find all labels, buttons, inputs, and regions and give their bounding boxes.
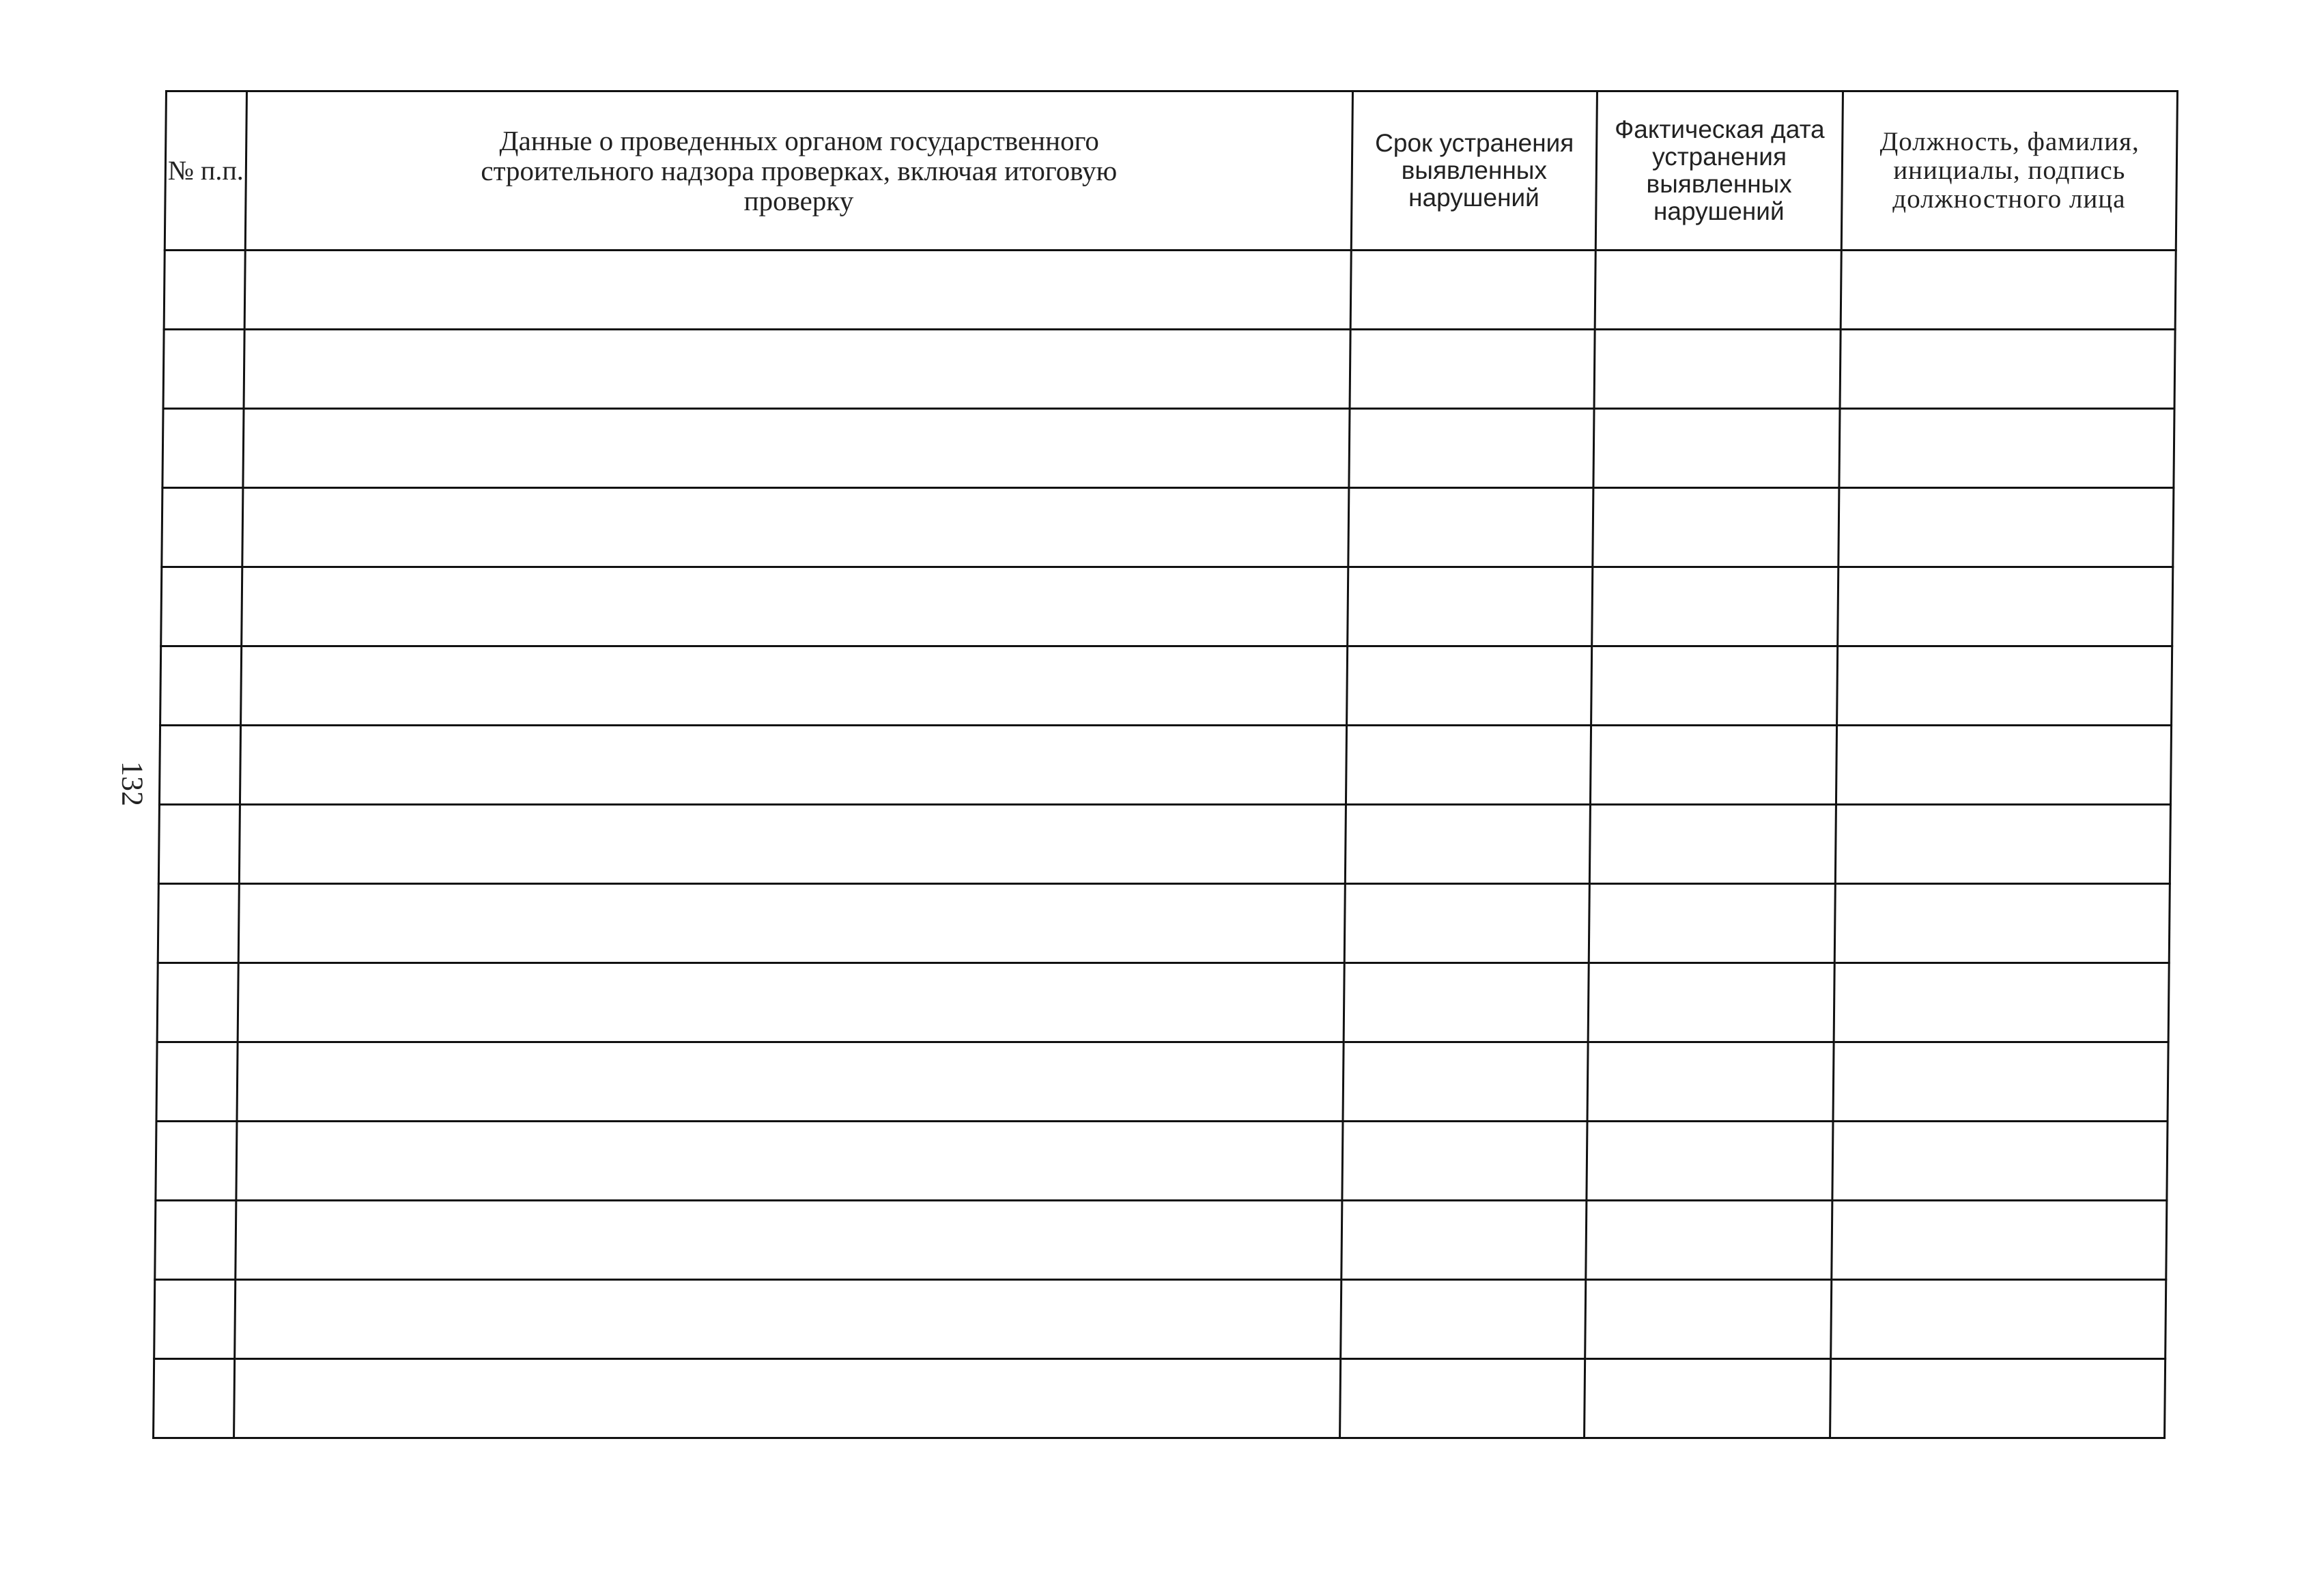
table-cell-actual_date[interactable] xyxy=(1585,1359,1831,1438)
table-cell-official[interactable] xyxy=(1838,567,2173,646)
table-row xyxy=(164,251,2176,330)
table-cell-official[interactable] xyxy=(1830,1359,2166,1438)
table-cell-actual_date[interactable] xyxy=(1591,646,1838,726)
table-cell-official[interactable] xyxy=(1837,646,2172,726)
table-cell-inspection_data[interactable] xyxy=(234,1359,1341,1438)
table-cell-actual_date[interactable] xyxy=(1586,1201,1832,1280)
table-cell-inspection_data[interactable] xyxy=(241,646,1348,726)
table-cell-inspection_data[interactable] xyxy=(238,884,1345,963)
table-cell-actual_date[interactable] xyxy=(1587,1042,1834,1122)
table-cell-inspection_data[interactable] xyxy=(238,963,1344,1042)
table-cell-official[interactable] xyxy=(1834,963,2169,1042)
table-cell-official[interactable] xyxy=(1840,330,2175,409)
table-row xyxy=(154,1359,2166,1438)
table-cell-actual_date[interactable] xyxy=(1593,488,1839,567)
table-cell-inspection_data[interactable] xyxy=(236,1122,1343,1201)
table-cell-deadline[interactable] xyxy=(1349,409,1594,488)
table-cell-actual_date[interactable] xyxy=(1595,251,1841,330)
table-cell-num[interactable] xyxy=(164,251,245,330)
column-header-official: Должность, фамилия, инициалы, подпись должностного лица xyxy=(1841,91,2177,251)
table-cell-inspection_data[interactable] xyxy=(242,488,1349,567)
table-cell-official[interactable] xyxy=(1832,1122,2168,1201)
table-cell-actual_date[interactable] xyxy=(1589,884,1835,963)
table-cell-num[interactable] xyxy=(156,1042,238,1122)
table-cell-num[interactable] xyxy=(161,567,242,646)
table-cell-actual_date[interactable] xyxy=(1589,805,1836,884)
page-number: 132 xyxy=(115,761,150,806)
table-cell-num[interactable] xyxy=(158,805,240,884)
table-cell-deadline[interactable] xyxy=(1342,1122,1587,1201)
table-cell-deadline[interactable] xyxy=(1346,726,1591,805)
table-cell-deadline[interactable] xyxy=(1344,884,1589,963)
table-row xyxy=(163,330,2175,409)
table-cell-deadline[interactable] xyxy=(1348,567,1593,646)
column-header-actual-date: Фактическая дата устранения выявленных нарушений xyxy=(1595,91,1843,251)
table-cell-num[interactable] xyxy=(156,1122,237,1201)
table-cell-deadline[interactable] xyxy=(1345,805,1590,884)
table-cell-deadline[interactable] xyxy=(1344,963,1589,1042)
table-row xyxy=(155,1201,2167,1280)
table-cell-deadline[interactable] xyxy=(1341,1280,1586,1359)
table-row xyxy=(157,963,2169,1042)
table-cell-actual_date[interactable] xyxy=(1588,963,1834,1042)
column-header-deadline: Срок устранения выявленных нарушений xyxy=(1351,91,1597,251)
table-cell-actual_date[interactable] xyxy=(1593,409,1840,488)
table-row xyxy=(159,726,2171,805)
table-body xyxy=(154,251,2176,1438)
table-row xyxy=(160,646,2172,726)
table-cell-official[interactable] xyxy=(1831,1280,2166,1359)
table-cell-num[interactable] xyxy=(154,1359,235,1438)
table-cell-inspection_data[interactable] xyxy=(239,805,1346,884)
table-header xyxy=(165,91,2177,251)
column-header-inspection-data: Данные о проведенных органом государственного строительного надзора проверках, включая итоговую проверку xyxy=(245,91,1352,251)
inspection-log-table xyxy=(152,90,2178,1439)
table-cell-actual_date[interactable] xyxy=(1590,726,1836,805)
table-cell-official[interactable] xyxy=(1834,884,2170,963)
table-cell-official[interactable] xyxy=(1836,726,2171,805)
table-cell-inspection_data[interactable] xyxy=(244,330,1350,409)
table-cell-actual_date[interactable] xyxy=(1594,330,1841,409)
table-cell-num[interactable] xyxy=(163,330,244,409)
table-row xyxy=(158,884,2170,963)
table-cell-inspection_data[interactable] xyxy=(243,409,1350,488)
table-cell-official[interactable] xyxy=(1833,1042,2168,1122)
table-cell-deadline[interactable] xyxy=(1343,1042,1588,1122)
table-cell-official[interactable] xyxy=(1841,251,2176,330)
table-cell-num[interactable] xyxy=(158,884,239,963)
table-cell-num[interactable] xyxy=(159,726,240,805)
table-cell-num[interactable] xyxy=(154,1280,236,1359)
table-cell-deadline[interactable] xyxy=(1347,646,1592,726)
table-row xyxy=(156,1122,2168,1201)
table-cell-deadline[interactable] xyxy=(1350,251,1595,330)
table-cell-deadline[interactable] xyxy=(1348,488,1593,567)
table-cell-num[interactable] xyxy=(162,488,243,567)
table-cell-inspection_data[interactable] xyxy=(237,1042,1344,1122)
table-row xyxy=(161,567,2173,646)
column-header-number: № п.п. xyxy=(165,91,246,251)
table-cell-official[interactable] xyxy=(1839,409,2174,488)
table-cell-num[interactable] xyxy=(157,963,238,1042)
table-cell-deadline[interactable] xyxy=(1350,330,1595,409)
table-cell-inspection_data[interactable] xyxy=(242,567,1348,646)
table-cell-deadline[interactable] xyxy=(1340,1359,1585,1438)
table-row xyxy=(154,1280,2166,1359)
table-row xyxy=(158,805,2170,884)
table-cell-official[interactable] xyxy=(1838,488,2174,567)
table-row xyxy=(156,1042,2168,1122)
table-cell-official[interactable] xyxy=(1835,805,2170,884)
table-cell-inspection_data[interactable] xyxy=(235,1280,1341,1359)
table-cell-actual_date[interactable] xyxy=(1587,1122,1833,1201)
table-cell-num[interactable] xyxy=(160,646,242,726)
table-cell-official[interactable] xyxy=(1832,1201,2167,1280)
table-cell-inspection_data[interactable] xyxy=(236,1201,1342,1280)
table-cell-deadline[interactable] xyxy=(1341,1201,1587,1280)
table-row xyxy=(162,409,2174,488)
table-row xyxy=(162,488,2174,567)
header-row xyxy=(165,91,2177,251)
table-cell-num[interactable] xyxy=(162,409,244,488)
table-cell-actual_date[interactable] xyxy=(1592,567,1838,646)
table-cell-num[interactable] xyxy=(155,1201,236,1280)
table-cell-actual_date[interactable] xyxy=(1585,1280,1832,1359)
table-cell-inspection_data[interactable] xyxy=(244,251,1351,330)
table-cell-inspection_data[interactable] xyxy=(240,726,1346,805)
